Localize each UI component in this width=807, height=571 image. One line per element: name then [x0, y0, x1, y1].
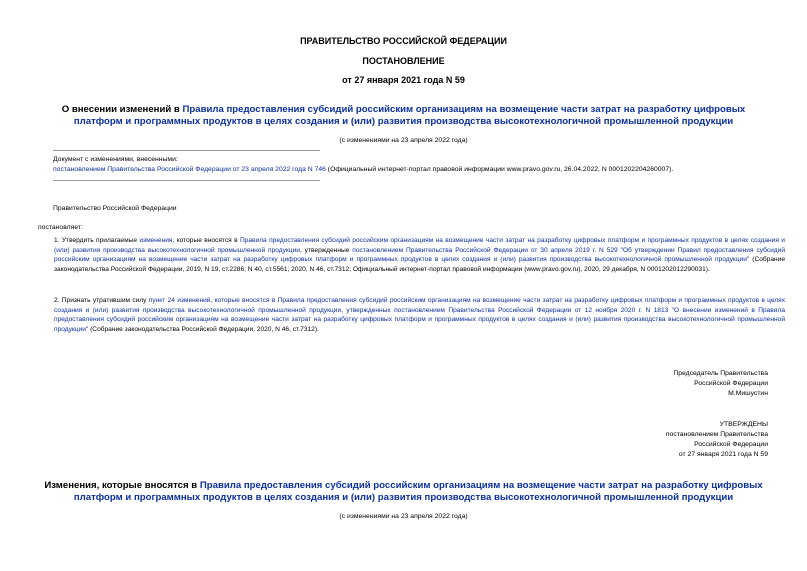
- amendment-decree-link[interactable]: постановлением Правительства Российской Федерации от 23 апреля 2022 года N 746: [53, 166, 326, 173]
- p1-text-a: 1. Утвердить прилагаемые: [54, 237, 140, 244]
- changes-title-rules-link[interactable]: Правила предоставления субсидий российским организациям на возмещение части затрат на разработку цифровых платформ и программных продуктов в целях создания и (или) развития производства высокотехнологичной промышленной продукции: [73, 480, 763, 503]
- signature-name: М.Мишустин: [728, 390, 768, 397]
- decrees-word: постановляет:: [38, 224, 83, 231]
- p1-rules-link[interactable]: Правила предоставления субсидий российским организациям на возмещение части затрат на разработку цифровых платформ и программных продуктов в целях создания и (или) развития производства высокотехнологичной промышленной продукции: [54, 237, 785, 254]
- document-title: [40, 104, 767, 128]
- amendment-source: (Официальный интернет-портал правовой информации www.pravo.gov.ru, 26.04.2022, N 0001202204260007).: [325, 166, 674, 173]
- p1-decree-529-link[interactable]: постановлением Правительства Российской Федерации от 30 апреля 2019 г. N 529 "Об утверждении Правил предоставления субсидий российским организациям на возмещение части затрат на разработку цифровых платформ и программных продуктов в целях создания и (или) развития производства высокотехнологичной промышленной продукции": [54, 246, 786, 263]
- divider-top: [53, 150, 320, 151]
- issuer: Правительство Российской Федерации: [53, 205, 177, 212]
- approval-block: [666, 420, 768, 460]
- signature-block: [673, 369, 768, 399]
- revision-note: (с изменениями на 23 апреля 2022 года): [339, 137, 468, 144]
- title-prefix: О внесении изменений в: [61, 104, 183, 115]
- divider-bottom: [53, 180, 320, 181]
- approval-by: постановлением Правительства: [665, 431, 768, 438]
- paragraph-1: [38, 236, 785, 274]
- p1-changes-link[interactable]: изменения: [139, 237, 173, 244]
- signature-country: Российской Федерации: [694, 380, 768, 387]
- signature-position: Председатель Правительства: [673, 370, 768, 377]
- p2-text-b: (Собрание законодательства Российской Федерации, 2020, N 46, ст.7312).: [88, 325, 319, 333]
- approval-heading: УТВЕРЖДЕНЫ: [719, 421, 768, 428]
- title-rules-link[interactable]: Правила предоставления субсидий российским организациям на возмещение части затрат на разработку цифровых платформ и программных продуктов в целях создания и (или) развития производства высокотехнологичной промышленной продукции: [73, 104, 746, 127]
- document-type: ПОСТАНОВЛЕНИЕ: [362, 56, 445, 66]
- p2-text-a: 2. Признать утратившим силу: [54, 297, 149, 304]
- government-heading: ПРАВИТЕЛЬСТВО РОССИЙСКОЙ ФЕДЕРАЦИИ: [300, 36, 507, 46]
- amendments-entry: [53, 165, 773, 175]
- document-date-number: от 27 января 2021 года N 59: [342, 75, 465, 85]
- changes-title-prefix: Изменения, которые вносятся в: [44, 480, 200, 491]
- amendments-block: [53, 155, 773, 175]
- revision-note-2: (с изменениями на 23 апреля 2022 года): [339, 513, 468, 520]
- p1-text-d: (Собрание законодательства Российской Федерации, 2019, N 19, ст.2286; N 40, ст.5561; 2020, N 46, ст.7312; Официальный интернет-портал правовой информации (www.pravo.gov.ru), 2020, 29 декабря, N 0001202012290031).: [54, 256, 786, 273]
- p2-item-24-link[interactable]: пункт 24 изменений, которые вносятся в Правила предоставления субсидий российским организациям на возмещение части затрат на разработку цифровых платформ и программных продуктов в целях создания и (или) развития производства высокотехнологичной промышленной продукции, утвержденных постановлением Правительства Российской Федерации от 12 ноября 2020 г. N 1813 "О внесении изменений в Правила предоставления субсидий российским организациям на возмещение части затрат на разработку цифровых платформ и программных продуктов в целях создания и (или) развития производства высокотехнологичной промышленной продукции": [54, 297, 785, 333]
- approval-date: от 27 января 2021 года N 59: [678, 451, 768, 458]
- amendments-heading: Документ с изменениями, внесенными:: [53, 156, 178, 163]
- approval-country: Российской Федерации: [694, 441, 768, 448]
- paragraph-2: [38, 296, 785, 334]
- p1-text-b: , которые вносятся в: [172, 237, 240, 244]
- changes-title: [40, 480, 767, 504]
- p1-text-c: , утвержденные: [299, 246, 353, 254]
